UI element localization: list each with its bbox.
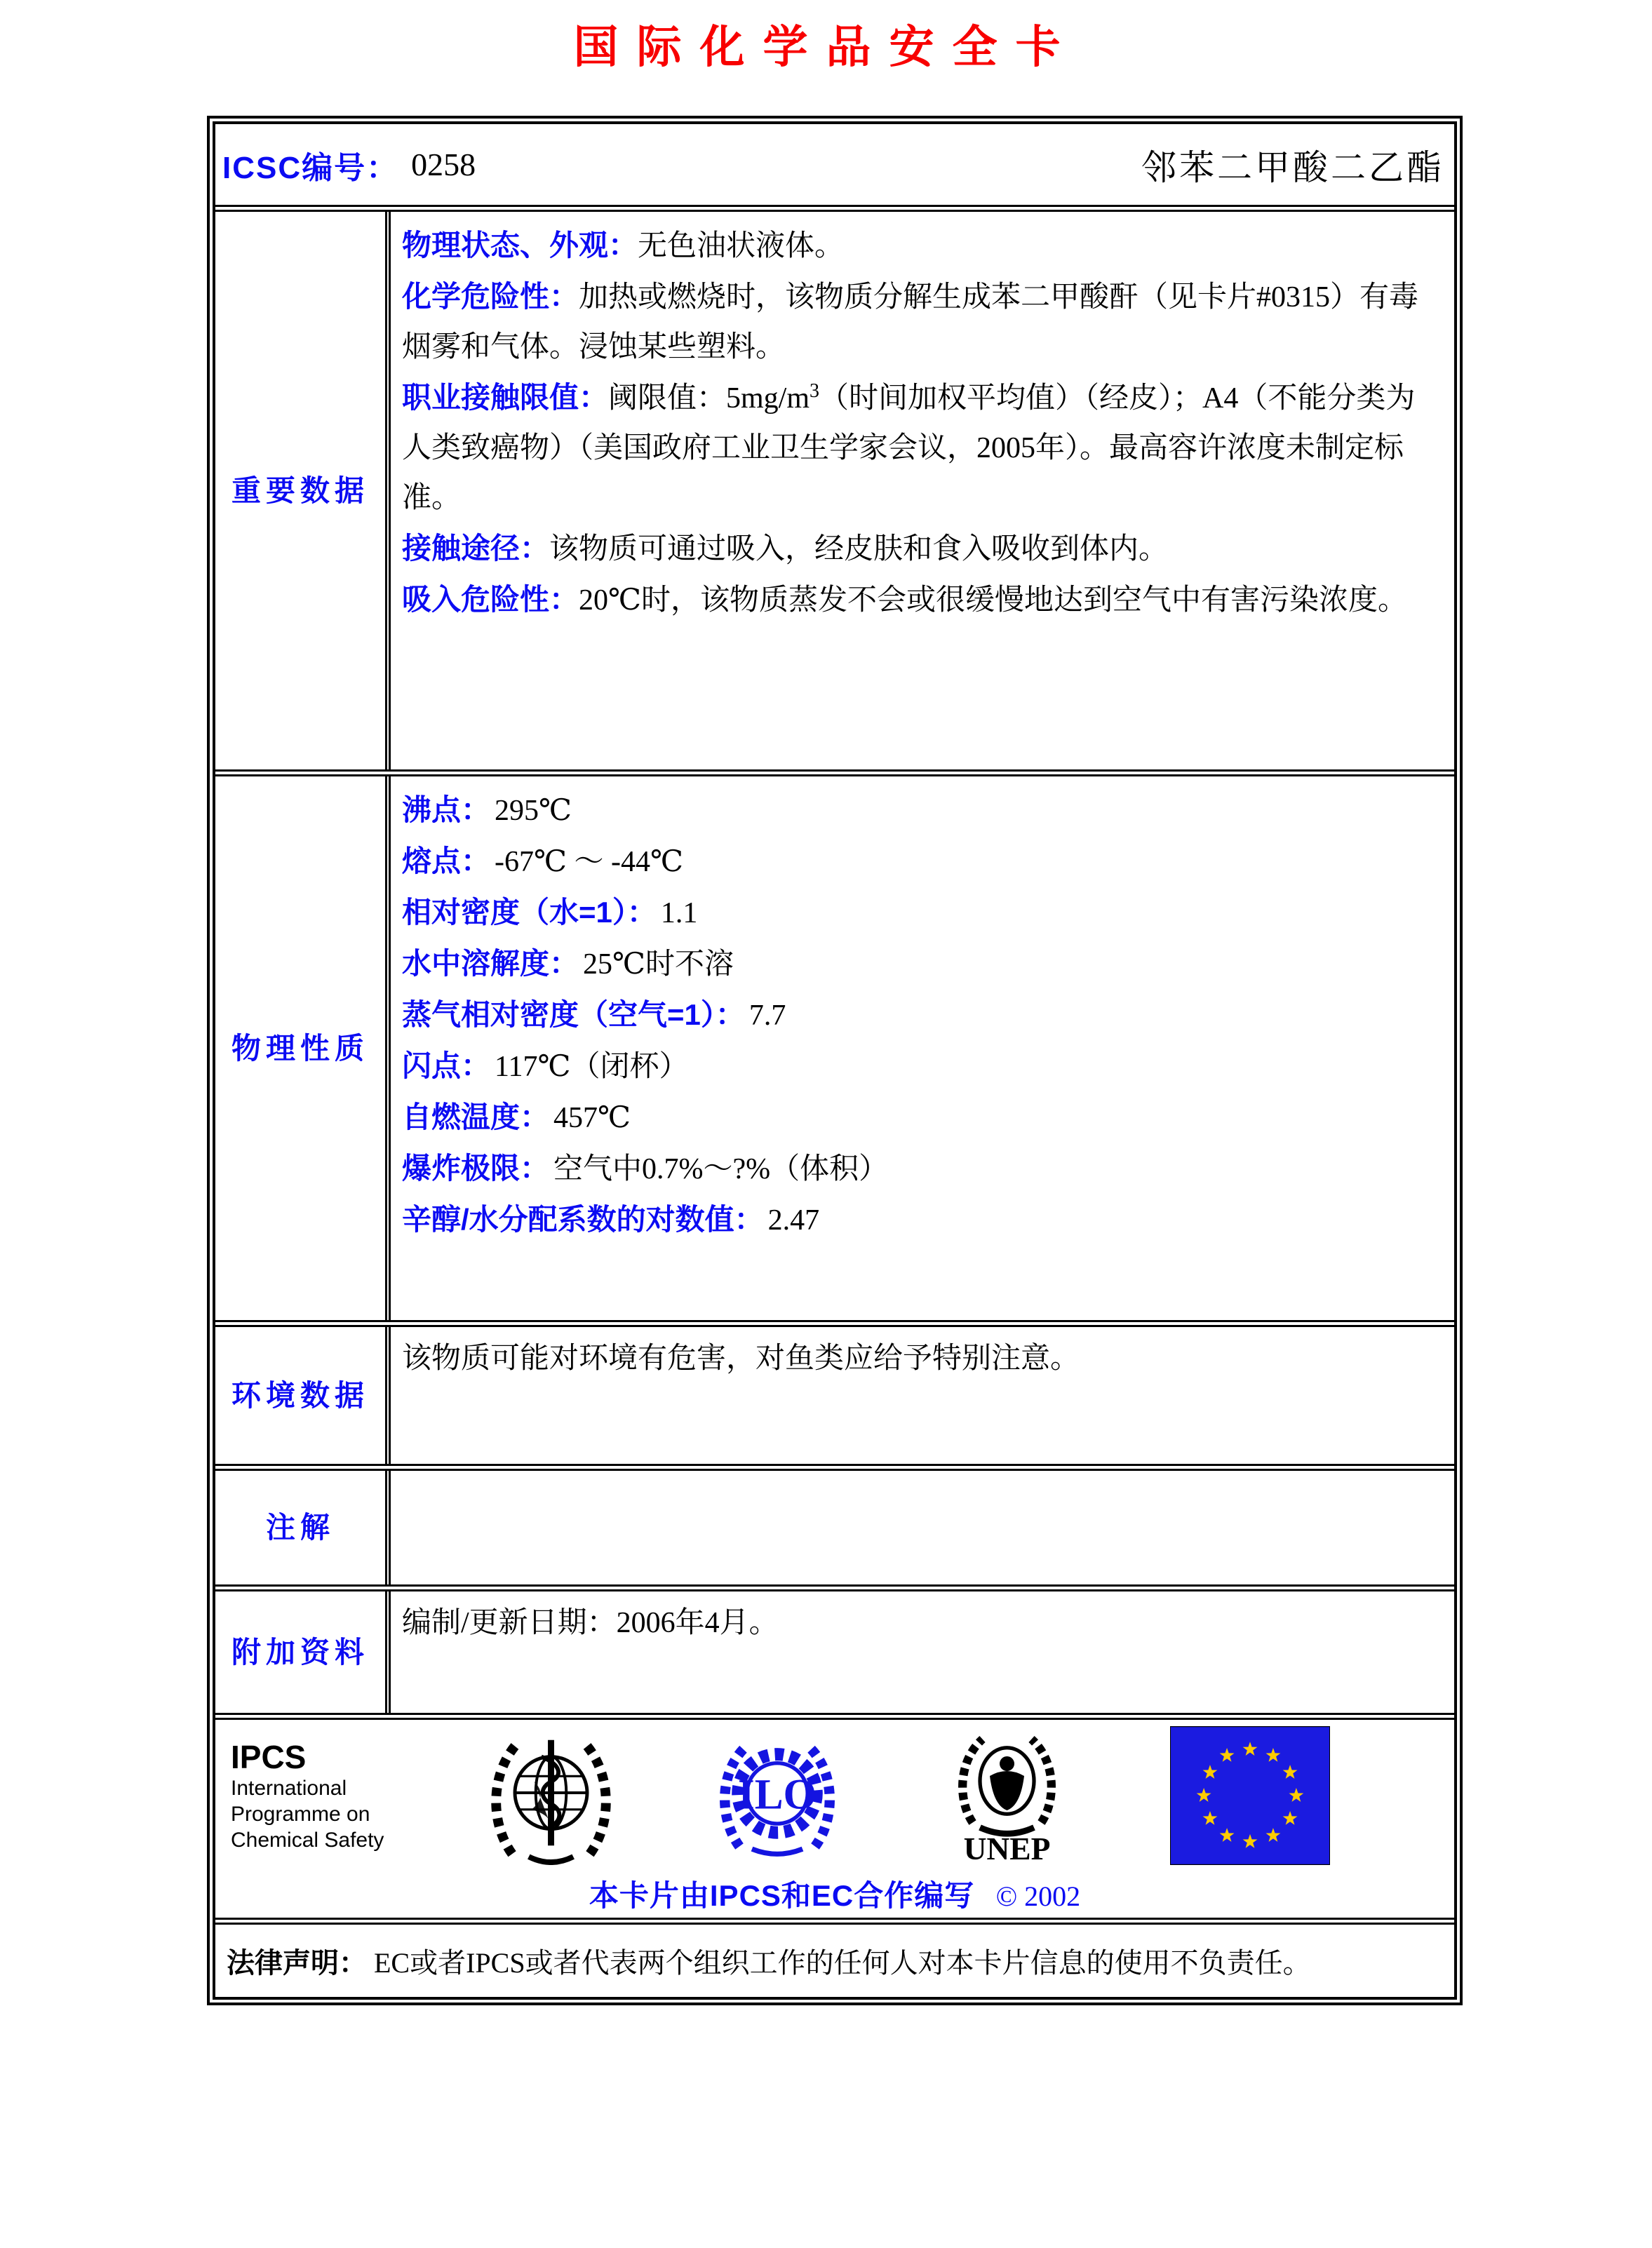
vapor-density-line: 蒸气相对密度（空气=1）： 7.7 [402, 998, 786, 1032]
who-logo-icon [479, 1726, 623, 1865]
legal-notice-label: 法律声明： [227, 1948, 367, 1979]
ipcs-title: IPCS [231, 1738, 307, 1775]
exposure-route-item: 接触途径：该物质可通过吸入，经皮肤和食入吸收到体内。 [402, 532, 1169, 565]
explosive-limits-line: 爆炸极限： 空气中0.7%～?%（体积） [402, 1152, 889, 1185]
credit-line [222, 1873, 1447, 1915]
physical-properties-label-cell [215, 776, 391, 1320]
flash-point-line: 闪点： 117℃（闭杯） [402, 1049, 689, 1083]
environmental-data-text: 该物质可能对环境有危害，对鱼类应给予特别注意。 [402, 1342, 1080, 1375]
occupational-exposure-item: 职业接触限值：阈限值：$5mg/m^3$（时间加权平均值）（经皮）；A4（不能分类为人类致癌物）（美国政府工业卫生学家会议，2005年）。最高容许浓度未制定标准。 [402, 380, 1416, 514]
chemical-name: 邻苯二甲酸二乙酯 [1141, 147, 1444, 187]
additional-info-label: 附加资料 [231, 1635, 369, 1669]
notes-section [215, 1464, 1454, 1584]
physical-state-item: 物理状态、外观：无色油状液体。 [402, 229, 845, 262]
environmental-data-label-cell [215, 1327, 391, 1464]
water-solubility-line: 水中溶解度： 25℃时不溶 [402, 947, 734, 981]
environmental-data-content [391, 1327, 1454, 1464]
physical-properties-content [391, 776, 1454, 1320]
environmental-data-label: 环境数据 [231, 1378, 369, 1412]
copyright-text: © 2002 [995, 1880, 1081, 1912]
melting-point-line: 熔点： -67℃ ～ -44℃ [402, 844, 683, 878]
important-data-section [215, 205, 1454, 769]
page-title: 国际化学品安全卡 [573, 22, 1079, 72]
physical-properties-label: 物理性质 [231, 1031, 369, 1065]
legal-notice-row [215, 1918, 1454, 1997]
eu-flag [1170, 1726, 1330, 1865]
svg-text:ILO: ILO [737, 1770, 817, 1818]
organizations-footer [215, 1713, 1454, 1918]
credit-text: 本卡片由IPCS和EC合作编写 [589, 1879, 975, 1912]
important-data-label-cell [215, 212, 391, 769]
who-logo [479, 1726, 623, 1865]
additional-info-label-cell [215, 1591, 391, 1713]
ipcs-text-block: IPCS International Programme on Chemical Safety [222, 1739, 454, 1853]
icsc-number-label: ICSC编号： [222, 150, 399, 185]
eu-flag-icon [1170, 1726, 1330, 1865]
additional-info-section [215, 1584, 1454, 1713]
notes-label: 注解 [265, 1511, 335, 1544]
octanol-water-line: 辛醇/水分配系数的对数值： 2.47 [402, 1203, 820, 1237]
icsc-number-group [222, 142, 476, 187]
notes-content [391, 1471, 1454, 1584]
important-data-content [391, 212, 1454, 769]
additional-info-text: 编制/更新日期：2006年4月。 [402, 1607, 779, 1639]
autoignition-line: 自燃温度： 457℃ [402, 1101, 631, 1134]
logo-band [222, 1724, 1447, 1867]
ilo-logo-icon [714, 1731, 840, 1861]
superscript-3: 3 [810, 380, 820, 402]
unep-logo [946, 1727, 1068, 1864]
chemical-danger-item: 化学危险性：加热或燃烧时，该物质分解生成苯二甲酸酐（见卡片#0315）有毒烟雾和气体。浸蚀某些塑料。 [402, 280, 1419, 363]
legal-notice-text: EC或者IPCS或者代表两个组织工作的任何人对本卡片信息的使用不负责任。 [374, 1947, 1311, 1979]
icsc-number-value: 0258 [411, 147, 476, 182]
additional-info-content [391, 1591, 1454, 1713]
environmental-data-section [215, 1320, 1454, 1464]
physical-properties-section [215, 769, 1454, 1320]
unep-logo-icon [946, 1727, 1068, 1864]
icsc-table [207, 116, 1463, 2005]
relative-density-line: 相对密度（水=1）： 1.1 [402, 896, 698, 929]
icsc-header-row [215, 124, 1454, 205]
notes-label-cell [215, 1471, 391, 1584]
inhalation-risk-item: 吸入危险性：20℃时，该物质蒸发不会或很缓慢地达到空气中有害污染浓度。 [402, 583, 1408, 617]
important-data-label: 重要数据 [231, 473, 369, 507]
ilo-logo [714, 1731, 840, 1861]
svg-text:UNEP: UNEP [963, 1831, 1051, 1864]
boiling-point-line: 沸点： 295℃ [402, 793, 572, 827]
